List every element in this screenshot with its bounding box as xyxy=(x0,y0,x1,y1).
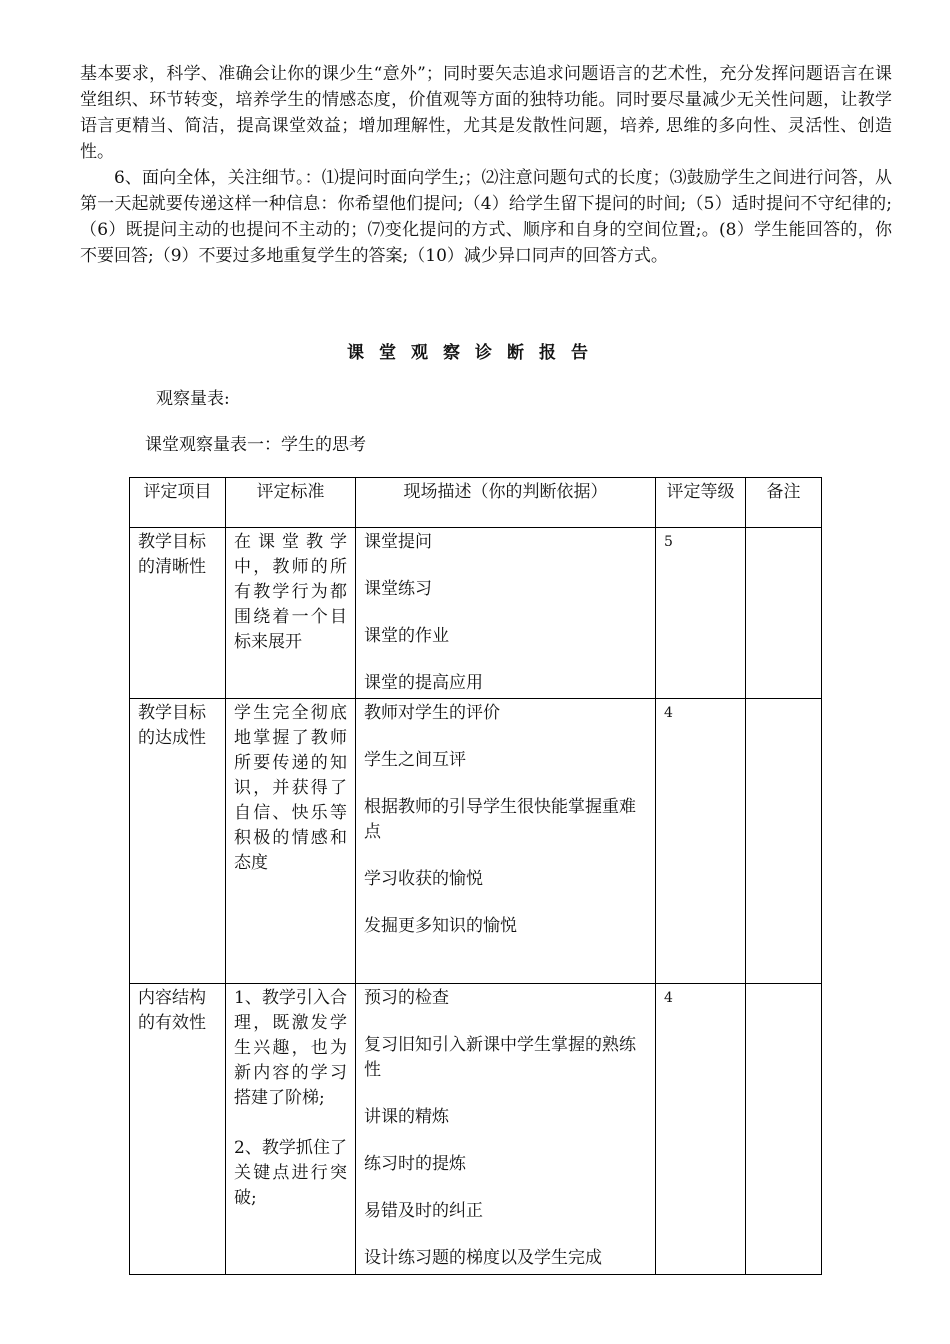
description-item: 发掘更多知识的愉悦 xyxy=(364,916,517,936)
header-note: 备注 xyxy=(746,478,822,528)
description-item: 复习旧知引入新课中学生掌握的熟练性 xyxy=(364,1035,636,1080)
description-item: 根据教师的引导学生很快能掌握重难点 xyxy=(364,797,636,842)
header-item: 评定项目 xyxy=(130,478,226,528)
row-grade: 5 xyxy=(656,528,746,699)
description-item: 教师对学生的评价 xyxy=(364,703,500,723)
table-row xyxy=(130,528,822,699)
report-title: 课堂观察诊断报告 xyxy=(347,343,603,363)
table-row xyxy=(130,699,822,984)
description-item: 课堂练习 xyxy=(364,579,432,599)
row-item: 教学目标的清晰性 xyxy=(130,528,226,699)
row-note xyxy=(746,984,822,1275)
description-item: 讲课的精炼 xyxy=(364,1107,449,1127)
row-grade: 4 xyxy=(656,984,746,1275)
description-item: 学习收获的愉悦 xyxy=(364,869,483,889)
table-row xyxy=(130,984,822,1275)
row-descriptions xyxy=(356,984,656,1275)
table-header-row xyxy=(130,478,822,528)
row-item: 教学目标的达成性 xyxy=(130,699,226,984)
row-item: 内容结构的有效性 xyxy=(130,984,226,1275)
standard-text: 在课堂教学中，教师的所有教学行为都围绕着一个目标来展开 xyxy=(234,532,347,652)
header-description: 现场描述（你的判断依据） xyxy=(356,478,656,528)
observation-table xyxy=(129,477,822,1275)
description-item: 课堂提问 xyxy=(364,532,432,552)
header-grade: 评定等级 xyxy=(656,478,746,528)
description-item: 学生之间互评 xyxy=(364,750,466,770)
description-item: 课堂的提高应用 xyxy=(364,673,483,693)
row-note xyxy=(746,528,822,699)
standard-text: 1、教学引入合理，既激发学生兴趣，也为新内容的学习搭建了阶梯; xyxy=(234,988,347,1108)
description-item: 练习时的提炼 xyxy=(364,1154,466,1174)
row-grade: 4 xyxy=(656,699,746,984)
description-item: 预习的检查 xyxy=(364,988,449,1008)
standard-text: 学生完全彻底地掌握了教师所要传递的知识，并获得了自信、快乐等积极的情感和态度 xyxy=(234,703,347,873)
row-descriptions xyxy=(356,528,656,699)
table-caption: 课堂观察量表一：学生的思考 xyxy=(145,435,366,455)
header-standard: 评定标准 xyxy=(226,478,356,528)
row-note xyxy=(746,699,822,984)
row-descriptions xyxy=(356,699,656,984)
description-item: 设计练习题的梯度以及学生完成 xyxy=(364,1248,602,1268)
row-standard xyxy=(226,699,356,984)
description-item: 易错及时的纠正 xyxy=(364,1201,483,1221)
row-standard xyxy=(226,528,356,699)
scale-label: 观察量表: xyxy=(156,389,230,409)
intro-paragraph-2: 6、面向全体，关注细节。：⑴提问时面向学生;；⑵注意问题句式的长度；⑶鼓励学生之间进行问答，从第一天起就要传递这样一种信息：你希望他们提问;（4）给学生留下提问的时间;（5）适时提问不守纪律的;（6）既提问主动的也提问不主动的；⑺变化提问的方式、顺序和自身的空间位置;。(8）学生能回答的，你不要回答;（9）不要过多地重复学生的答案;（10）减少异口同声的回答方式。 xyxy=(80,168,892,266)
description-item: 课堂的作业 xyxy=(364,626,449,646)
row-standard xyxy=(226,984,356,1275)
standard-text: 2、教学抓住了关键点进行突破; xyxy=(234,1138,347,1208)
intro-paragraph-1: 基本要求，科学、准确会让你的课少生“意外”；同时要矢志追求问题语言的艺术性，充分发挥问题语言在课堂组织、环节转变，培养学生的情感态度，价值观等方面的独特功能。同时要尽量减少无关性问题，让教学语言更精当、简洁，提高课堂效益；增加理解性，尤其是发散性问题，培养, 思维的多向性、灵活性、创造性。 xyxy=(80,64,892,162)
